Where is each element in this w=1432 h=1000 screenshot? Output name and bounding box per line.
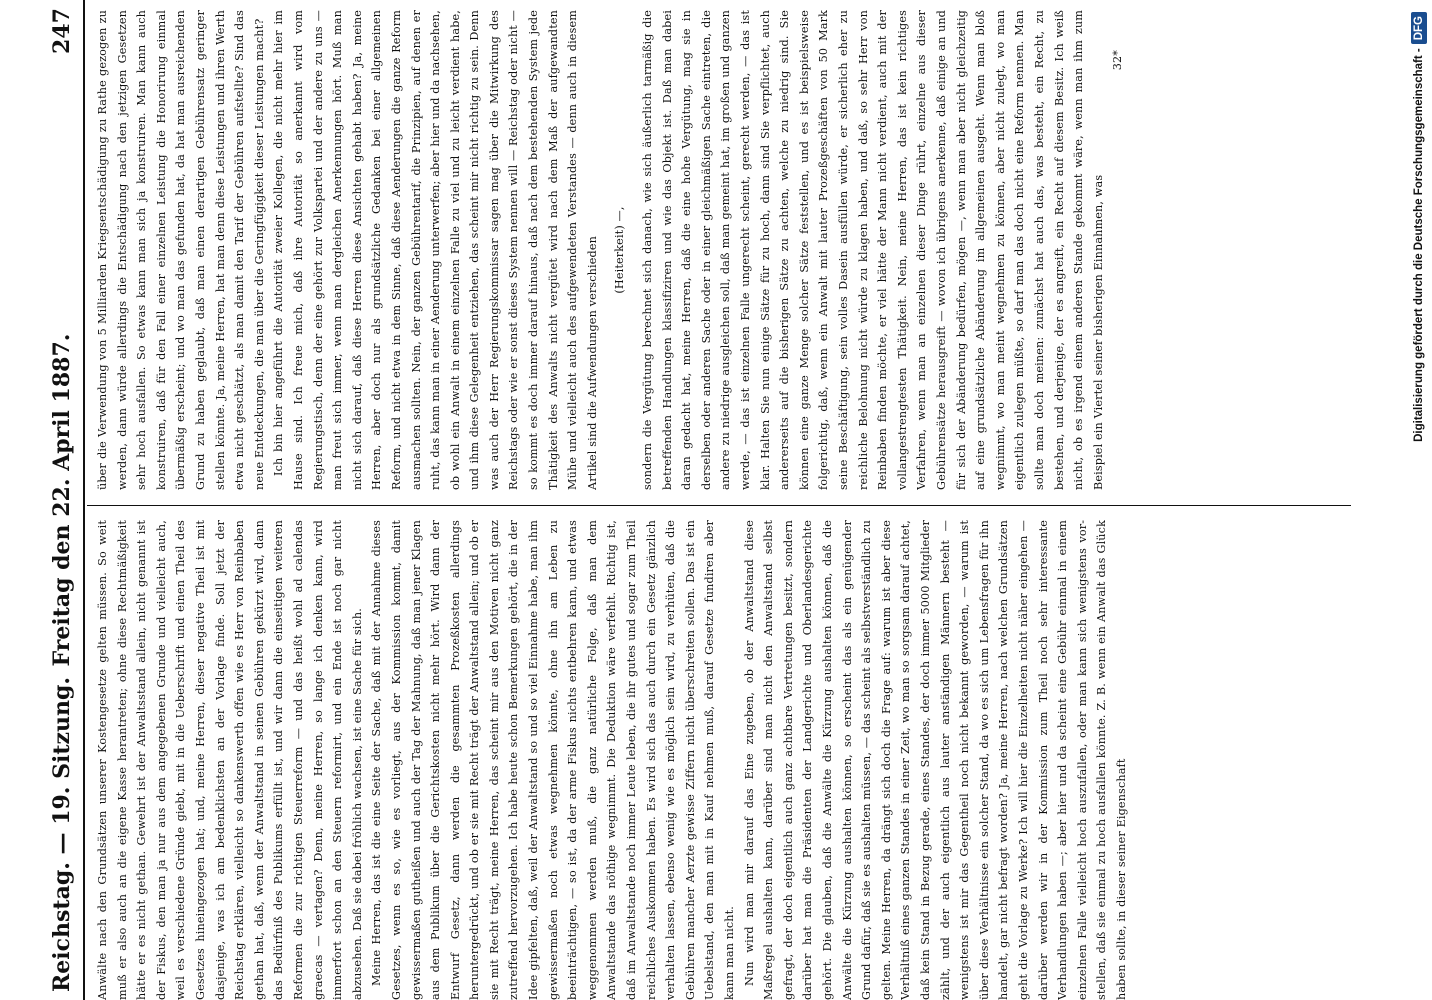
right-paragraph-2: Ich bin hier angeführt die Autorität zweier Kollegen, die nicht mehr hier im Hause sind. Ich freue mich, daß ihre Autorität so anerkannt wird vom Regierungstisch, denn der eine gehört zur Volkspartei und der andere zu uns — man freut sich immer, wenn man dergleichen Anerkennungen hört. Muß man nicht sich darauf, daß diese Herren diese Ansichten gehabt haben? Ja, meine Herren, aber doch nur als grundsätzliche Gedanken bei einer allgemeinen Reform, und nicht etwa in dem Sinne, daß diese Aenderungen die ganze Reform ausmachen sollten. Nein, der ganzen Gebührentarif, die Prinzipien, auf denen er ruht, das kann man in einer Aenderung unterwerfen; aber hier und da nachsehen, ob wohl ein Anwalt in einem einzelnen Falle zu viel und zu leicht verdient habe, und ihm diese Gelegenheit entziehen, das scheint mir nicht richtig zu sein. Denn was auch der Herr Regierungskommissar sagen mag über die Mitwirkung des Reichstags oder wie er sonst dieses System nennen will — Reichstag oder nicht — so kommt es doch immer darauf hinaus, daß nach dem bestehenden System jede Thätigkeit des Anwalts nicht vergütet wird nach dem Maß der aufgewandten Mühe und vielleicht auch des aufgewendeten Verstandes — denn auch in diesem Artikel sind die Aufwendungen verschieden xyxy=(272,10,599,490)
left-paragraph-3: Nun wird man mir darauf das Eine zugeben, ob der Anwaltstand diese Maßregel aushalten kann, darüber sind man nicht den Anwaltstand selbst gefragt, der doch eigentlich auch ganz achtbare Vertretungen besitzt, sondern darüber hat man die Präsidenten der Landgerichte und Oberlandesgerichte gehört. Die glauben, daß die Anwälte die Kürzung aushalten können, daß die Anwälte die Kürzung aushalten können, so erscheint das als ein genügender Grund dafür, daß sie es aushalten müssen, — das scheint als selbstverständlich zu gelten. Meine Herren, da drängt sich doch die Frage auf: warum ist aber diese Verhältniß eines ganzen Standes in einer Zeit, wo man so sorgsam darauf achtet, daß kein Stand in Bezug gerade, eines Standes, der doch immer 5000 Mitglieder zählt, und der auch eigentlich aus lauter anständigen Männern besteht — wenigstens ist mir das Gegentheil noch nicht bekannt geworden, — warum ist über diese Verhältnisse ein solcher Stand, da wo es sich um Lebensfragen für ihn handelt, gar nicht befragt worden? Ja, meine Herren, nach welchen Grundsätzen geht die Vorlage zu Werke? Ich will hier die Einzelheiten nicht näher eingehen — darüber werden wir in der Kommission zum Theil noch sehr interessante Verhandlungen haben —; aber hier und da scheint eine Gebühr einmal in einem einzelnen Falle vielleicht hoch auszufallen, oder man kann sich wenigstens vorstellen, daß sie einmal zu hoch ausfallen könnte. Z. B. wenn ein Anwalt das Glück haben sollte, in dieser seiner Eigenschaft xyxy=(742,520,1128,1000)
page-number: 247 xyxy=(49,8,75,54)
column-divider xyxy=(87,505,1351,506)
left-paragraph-1: Anwälte nach den Grundsätzen unserer Kostengesetze gelten müssen. So weit muß er also auch an die eigene Kasse herantreten; ohne diese Rechtmäßigkeit hätte er es nicht gethan. Gewehrt ist der Anwaltsstand allein, nicht genannt ist der Fiskus, den man ja nur aus dem angegebenen Grunde und vielleicht auch, weil es verschiedene Gründe giebt, mit in die Ueberschrift und einen Theil des Gesetzes hineingezogen hat; und, meine Herren, dieser negative Theil ist mit dasjenige, was ich am bedenklichsten an der Vorlage finde. Soll jetzt der Reichstag erklären, vielleicht so dankenswerth offen wie es Herr von Reinbaben gethan hat, daß, wenn der Anwaltstand in seinen Gebühren gekürzt wird, dann das Bedürfniß des Publikums erfüllt ist, und wir dann die einseitigen weiteren Reformen die zur richtigen Steuerreform — und das heißt wohl ad calendas graecas — vertagen? Denn, meine Herren, so lange ich denken kann, wird immerfort schon an den Steuern reformirt, und ein Ende ist noch gar nicht abzusehen. Daß sie dabei fröhlich wachsen, ist eine Sache für sich. xyxy=(96,520,364,1000)
credit-text: Digitalisierung gefördert durch die Deutsche Forschungsgemeinschaft - xyxy=(1413,48,1425,442)
dfg-badge: DFG xyxy=(1411,12,1427,44)
left-paragraph-2: Meine Herren, das ist die eine Seite der Sache, daß mit der Annahme dieses Gesetzes, wenn es so, wie es vorliegt, aus der Kommission kommt, damit gewissermaßen gutheißen und auch der Tag der Mahnung, daß man jener Klagen aus dem Publikum über die Gerichtskosten nicht mehr hört. Wird dann der Entwurf Gesetz, dann werden die gesammten Prozeßkosten allerdings heruntergedrückt, und ob er sie mit Recht trägt der Anwaltstand allein; und ob er sie mit Recht trägt, meine Herren, das scheint mir aus den Motiven nicht ganz zutreffend hervorzugehen. Ich habe heute schon Bemerkungen gehört, die in der Idee gipfelten, daß, weil der Anwaltstand so und so viel Einnahme habe, man ihm gewissermaßen noch etwas wegnehmen könnte, ohne ihn am Leben zu beeinträchtigen, — so ist, da der arme Fiskus nichts entbehren kann, und etwas weggenommen werden muß, die ganz natürliche Folge, daß man dem Anwaltstande das nöthige wegnimmt. Die Deduktion wäre verfehlt. Richtig ist, daß im Anwaltstande noch immer Leute leben, die ihr gutes und sogar zum Theil reichliches Auskommen haben. Es wird sich das auch durch ein Gesetz gänzlich verhalten lassen, ebenso wenig wie es möglich sein wird, zu verhüten, daß die Gebühren mancher Aerzte gewisse Ziffern nicht überschreiten sollen. Das ist ein Uebelstand, den man mit in Kauf nehmen muß, darauf Gesetze fundiren aber kann man nicht. xyxy=(370,520,736,1000)
header-date: Freitag den 22. April 1887. xyxy=(49,333,75,667)
newspaper-page xyxy=(45,0,1355,1000)
digitization-credit xyxy=(1408,0,1430,1000)
printer-signature: 32* xyxy=(1111,50,1125,71)
interjection-heiterkeit: (Heiterkeit) —, xyxy=(613,206,627,294)
header-rule xyxy=(83,0,85,1000)
right-text-column xyxy=(93,10,1345,490)
page-header xyxy=(45,8,79,992)
header-section-title: Reichstag. — 19. Sitzung. xyxy=(49,676,75,992)
right-paragraph-1: über die Verwendung von 5 Milliarden Kriegsentschädigung zu Rathe gezogen zu werden, dann würde allerdings die Entschädigung nach den jetzigen Gesetzen sehr hoch ausfallen. So etwas kann man sich ja konstruiren. Man kann auch konstruiren, daß für den Fall einer einzelnen Leistung die Honorirung einmal übermäßig erscheint; und wo man das gefunden hat, da hat man ausreichenden Grund zu haben geglaubt, daß man einen derartigen Gebührensatz geringer stellen könnte. Ja, meine Herren, hat man denn diese Leistungen und ihren Werth etwa nicht geschätzt, als man damit den Tarif der Gebühren aufstellte? Sind das neue Entdeckungen, die man über die Geringfügigkeit dieser Leistungen macht? xyxy=(96,10,266,490)
right-paragraph-3: sondern die Vergütung berechnet sich danach, wie sich äußerlich tarmäßig die betreffenden Handlungen klassifiziren und wie das Objekt ist. Daß man dabei daran gedacht hat, meine Herren, daß die eine hohe Vergütung, mag sie in derselben oder anderen Sache oder in einer gleichmäßigen Sache eintreten, die andere zu niedrige ausgleichen soll, daß man gemeint hat, im großen und ganzen werde, — das ist einzelnen Falle ungerecht scheint, gerecht werden, — das ist klar. Halten Sie nun einige Sätze für zu hoch, dann sind Sie verpflichtet, auch andererseits auf die bisherigen Sätze zu achten, welche zu niedrig sind. Sie können eine ganze Menge solcher Sätze feststellen, und es ist beispielsweise folgerichtig, daß, wenn ein Anwalt mit lauter Prozeßgeschäften von 50 Mark seine Beschäftigung, sein volles Dasein ausfüllen würde, er sicherlich eher zu reichliche Belohnung nicht würde zu klagen haben, und daß, so sehr Herr von Reinbaben finden möchte, er viel hätte der Mann nicht verdient, auch mit der vollangestrengtesten Thätigkeit. Nein, meine Herren, das ist kein richtiges Verfahren, wenn man an einzelnen dieser Dinge rührt, einzelne aus dieser Gebührensätze herausgreift — wovon ich übrigens anerkenne, daß einige an und für sich der Abänderung bedürfen, mögen —, wenn man aber nicht gleichzeitig auf eine grundsätzliche Abänderung im allgemeinen ausgeht. Wenn man bloß wegnimmt, wo man meint wegnehmen zu können, aber nicht zulegt, wo man eigentlich zulegen müßte, so darf man das doch nicht eine Reform nennen. Man sollte man doch meinen: zunächst hat auch das, was besteht, ein Recht, zu bestehen, und derjenige, der es angreift, ein Recht auf diesem Besitz. Ich weiß nicht, ob es irgend einem anderen Stande gekommt wäre, wenn man ihm zum Beispiel ein Viertel seiner bisherigen Einnahmen, was xyxy=(641,10,1105,490)
left-text-column xyxy=(93,520,1345,1000)
